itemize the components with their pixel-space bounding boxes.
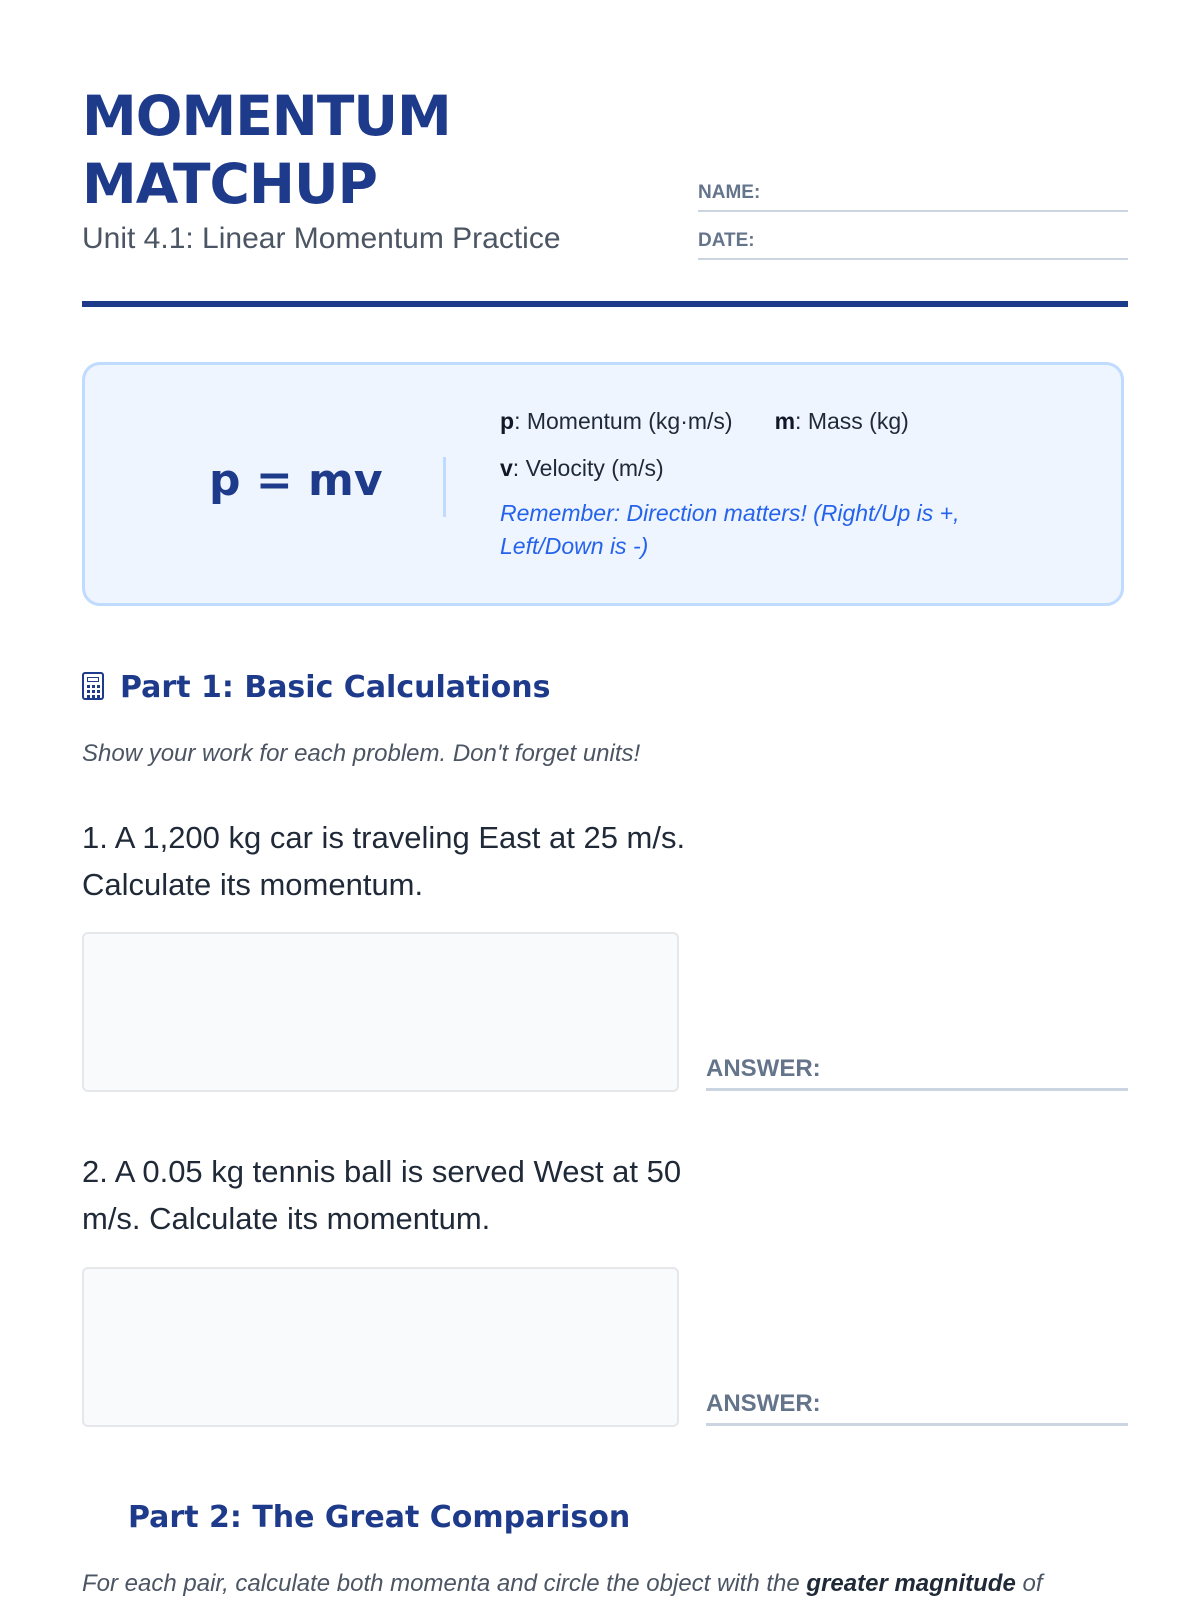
formula-box: [82, 362, 1124, 606]
formula-divider: [443, 457, 446, 517]
m-symbol: m: [774, 408, 796, 434]
part2-instructions: [82, 1570, 1042, 1598]
legend-row-2: [500, 450, 1060, 497]
m-description: : Mass (kg): [795, 408, 909, 434]
part1-title: Part 1: Basic Calculations: [120, 670, 551, 705]
calculator-icon: [82, 672, 104, 700]
work-area-1[interactable]: [82, 932, 679, 1092]
part2-instructions-start: For each pair, calculate both momenta and circle the object with the: [82, 1570, 807, 1597]
p-symbol: p: [500, 408, 515, 434]
answer-label-1: ANSWER:: [706, 1055, 821, 1082]
part1-heading: [82, 668, 550, 708]
answer-field-2[interactable]: [706, 1385, 1128, 1426]
momentum-formula: p = mv: [209, 455, 383, 506]
direction-note: Remember: Direction matters! (Right/Up is +, Left/Down is -): [500, 500, 960, 559]
legend-row-1: [500, 403, 1060, 450]
worksheet-header: [82, 82, 1128, 306]
date-label: DATE:: [698, 230, 755, 251]
title-line-1: MOMENTUM: [82, 84, 451, 148]
name-label: NAME:: [698, 182, 761, 203]
answer-field-1[interactable]: [706, 1050, 1128, 1091]
part1-instructions: Show your work for each problem. Don't forget units!: [82, 740, 641, 767]
part2-title: Part 2: The Great Comparison: [128, 1500, 631, 1535]
variable-legend: [500, 403, 1060, 559]
title-line-2: MATCHUP: [82, 152, 377, 216]
date-field[interactable]: [698, 224, 1128, 260]
header-divider: [82, 301, 1128, 307]
part2-instructions-end: of: [1015, 1570, 1043, 1597]
question-1: 1. A 1,200 kg car is traveling East at 25 m/s. Calculate its momentum.: [82, 820, 686, 902]
part2-heading: [128, 1498, 630, 1538]
name-field[interactable]: [698, 176, 1128, 212]
worksheet-subtitle: Unit 4.1: Linear Momentum Practice: [82, 222, 561, 255]
work-area-2[interactable]: [82, 1267, 679, 1427]
p-description: : Momentum (kg·m/s): [514, 408, 733, 434]
v-symbol: v: [500, 455, 513, 481]
answer-label-2: ANSWER:: [706, 1390, 821, 1417]
worksheet-title: [82, 82, 451, 218]
question-2: 2. A 0.05 kg tennis ball is served West at 50 m/s. Calculate its momentum.: [82, 1154, 682, 1236]
v-description: : Velocity (m/s): [512, 455, 664, 481]
part2-instructions-bold: greater magnitude: [806, 1570, 1016, 1597]
